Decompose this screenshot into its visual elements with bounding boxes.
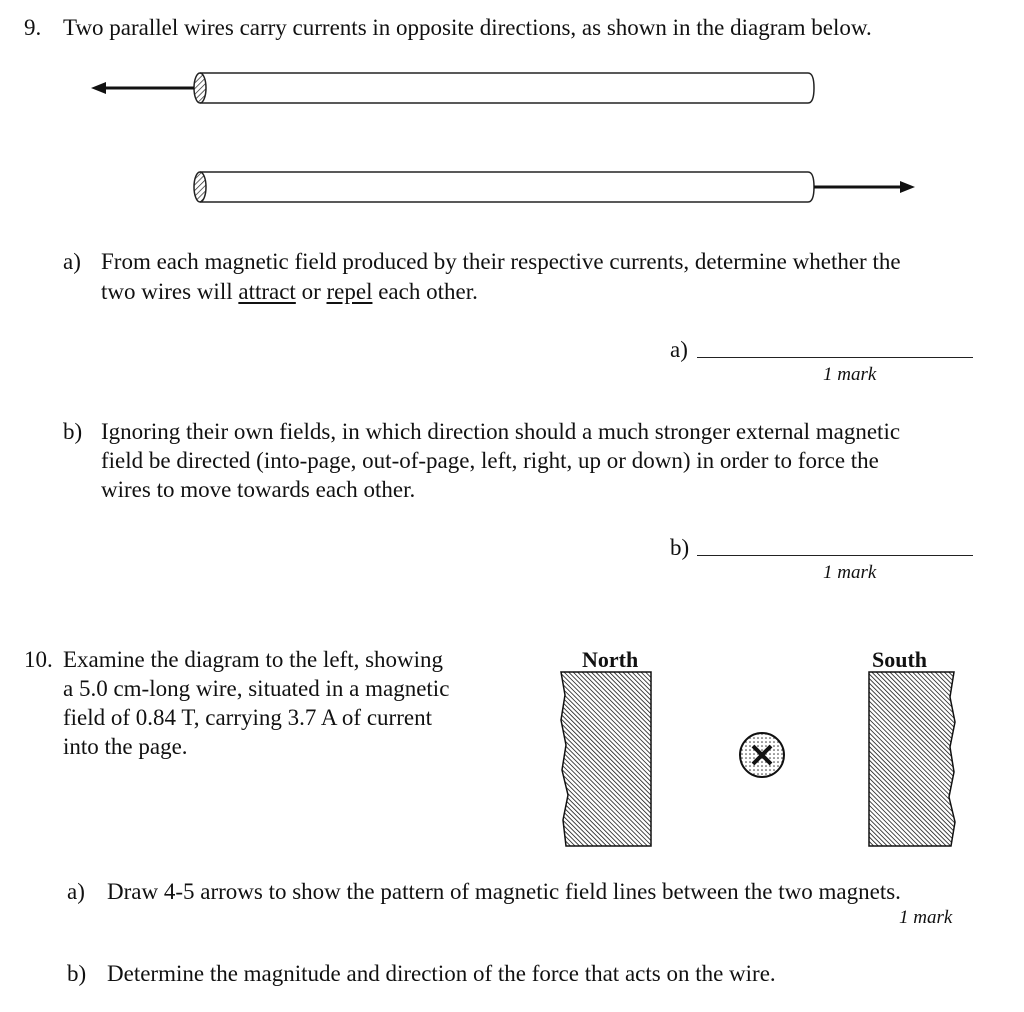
q9b-line2: field be directed (into-page, out-of-page, left, right, up or down) in order to force the — [101, 448, 879, 473]
q9a-label: a) — [63, 249, 81, 274]
q9b-marks: 1 mark — [823, 562, 877, 583]
q10-stem-line4: into the page. — [63, 734, 188, 759]
q9a-line1: From each magnetic field produced by their respective currents, determine whether the — [101, 249, 901, 274]
south-magnet — [869, 672, 955, 846]
q9b-answer-label: b) — [670, 535, 690, 560]
q9a-answer-label: a) — [670, 337, 688, 362]
q9b-label: b) — [63, 419, 83, 444]
south-label: South — [872, 647, 928, 672]
q10b-label: b) — [67, 961, 87, 986]
q10b-text: Determine the magnitude and direction of the force that acts on the wire. — [107, 961, 776, 986]
q10-stem-line1: Examine the diagram to the left, showing — [63, 647, 444, 672]
q10a-marks: 1 mark — [899, 907, 953, 928]
q9a-or: or — [295, 279, 327, 304]
north-magnet — [561, 672, 651, 846]
q9a-line2-prefix: two wires will — [101, 279, 239, 304]
q10-number: 10. — [24, 647, 53, 672]
q9a-line2-suffix: each other. — [372, 279, 478, 304]
attract-word: attract — [238, 279, 296, 304]
q10-stem-line3: field of 0.84 T, carrying 3.7 A of current — [63, 705, 432, 730]
q10-stem-line2: a 5.0 cm-long wire, situated in a magnetic — [63, 676, 450, 701]
wire-into-page-symbol — [740, 733, 784, 777]
q10a-text: Draw 4-5 arrows to show the pattern of magnetic field lines between the two magnets. — [107, 879, 901, 904]
north-label: North — [582, 647, 639, 672]
q9b-line3: wires to move towards each other. — [101, 477, 416, 502]
q9-stem: Two parallel wires carry currents in opposite directions, as shown in the diagram below. — [63, 15, 872, 40]
q9-number: 9. — [24, 15, 42, 40]
q9a-marks: 1 mark — [823, 364, 877, 385]
q9b-line1: Ignoring their own fields, in which direction should a much stronger external magnetic — [101, 419, 901, 444]
q10a-label: a) — [67, 879, 85, 904]
repel-word: repel — [326, 279, 373, 304]
